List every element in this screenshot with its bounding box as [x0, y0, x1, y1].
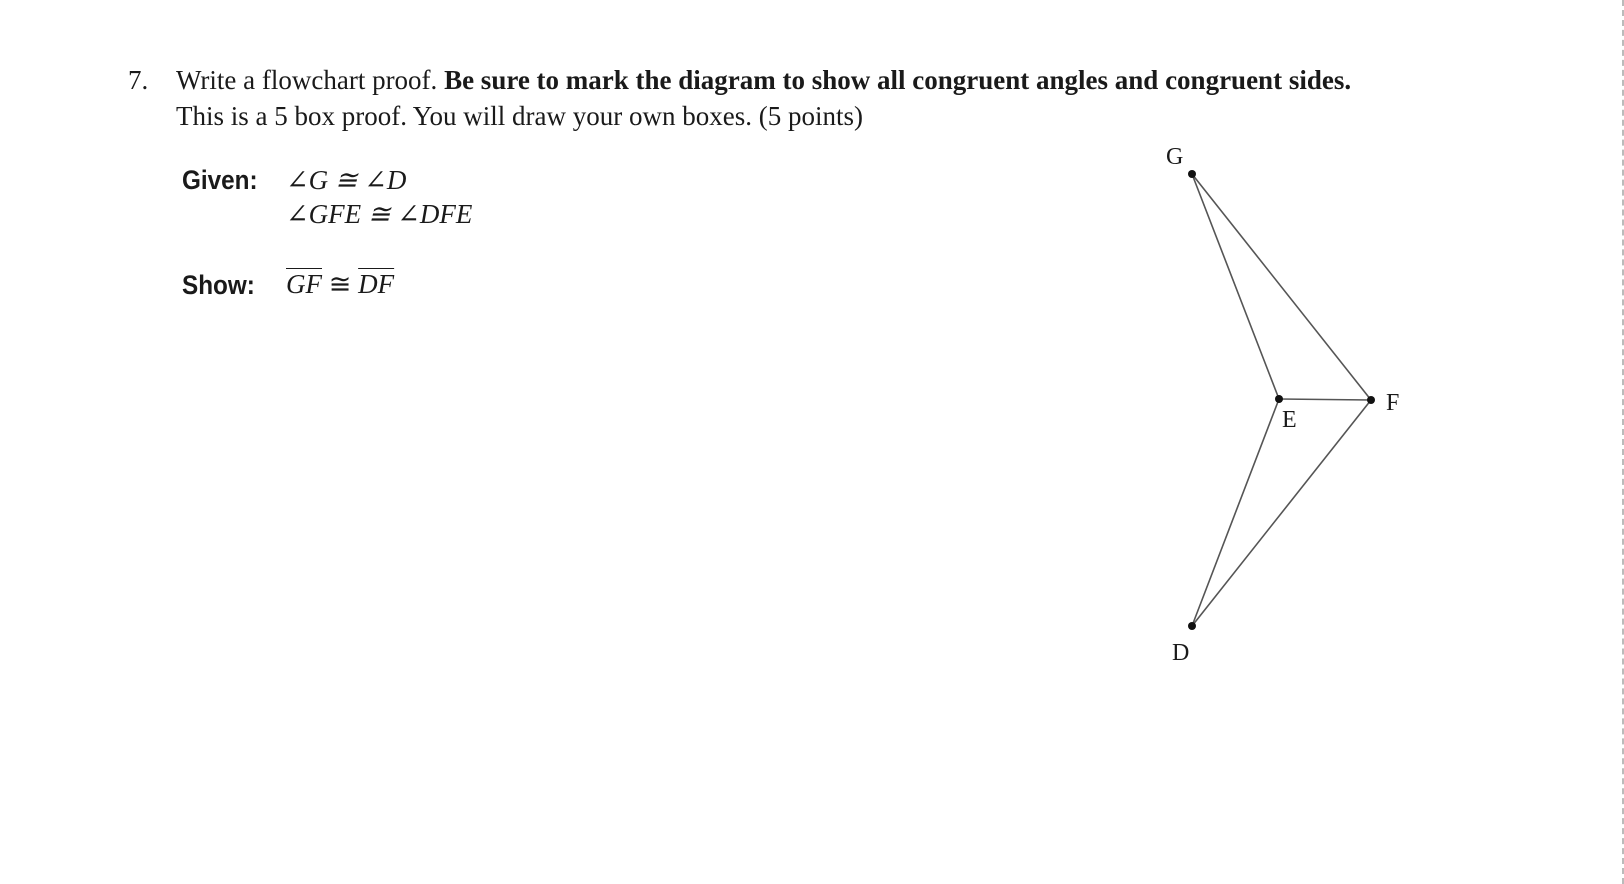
- point-f: [1367, 396, 1375, 404]
- question-number: 7.: [128, 65, 149, 95]
- segment-ef: [1279, 399, 1371, 400]
- congruent-symbol: ≅: [322, 269, 359, 299]
- question-details: This is a 5 box proof. You will draw your own boxes. (5 points): [176, 101, 863, 131]
- segment-ed: [1192, 399, 1279, 626]
- show-statement: [286, 269, 394, 300]
- point-d: [1188, 622, 1196, 630]
- given-label: Given:: [182, 165, 258, 195]
- point-g: [1188, 170, 1196, 178]
- point-e: [1275, 395, 1283, 403]
- segment-df: $\overline{DF}$: [358, 269, 395, 299]
- vertex-label-f: F: [1386, 390, 1400, 416]
- given-statement-2: ∠GFE ≅ ∠DFE: [286, 199, 473, 229]
- segment-gf-line: [1192, 174, 1371, 400]
- instruction-emphasis: Be sure to mark the diagram to show all congruent angles and congruent sides.: [444, 65, 1352, 95]
- segment-df-line: [1192, 400, 1371, 626]
- kite-diagram: [1160, 140, 1420, 680]
- question-instruction: [176, 62, 1351, 98]
- segment-ge: [1192, 174, 1279, 399]
- segment-gf: $\overline{GF}$: [286, 269, 322, 299]
- vertex-label-e: E: [1282, 407, 1297, 433]
- instruction-text: Write a flowchart proof.: [176, 65, 445, 95]
- show-label: Show:: [182, 270, 255, 300]
- vertex-label-g: G: [1166, 144, 1184, 170]
- vertex-label-d: D: [1172, 640, 1190, 666]
- given-statement-1: ∠G ≅ ∠D: [286, 165, 407, 195]
